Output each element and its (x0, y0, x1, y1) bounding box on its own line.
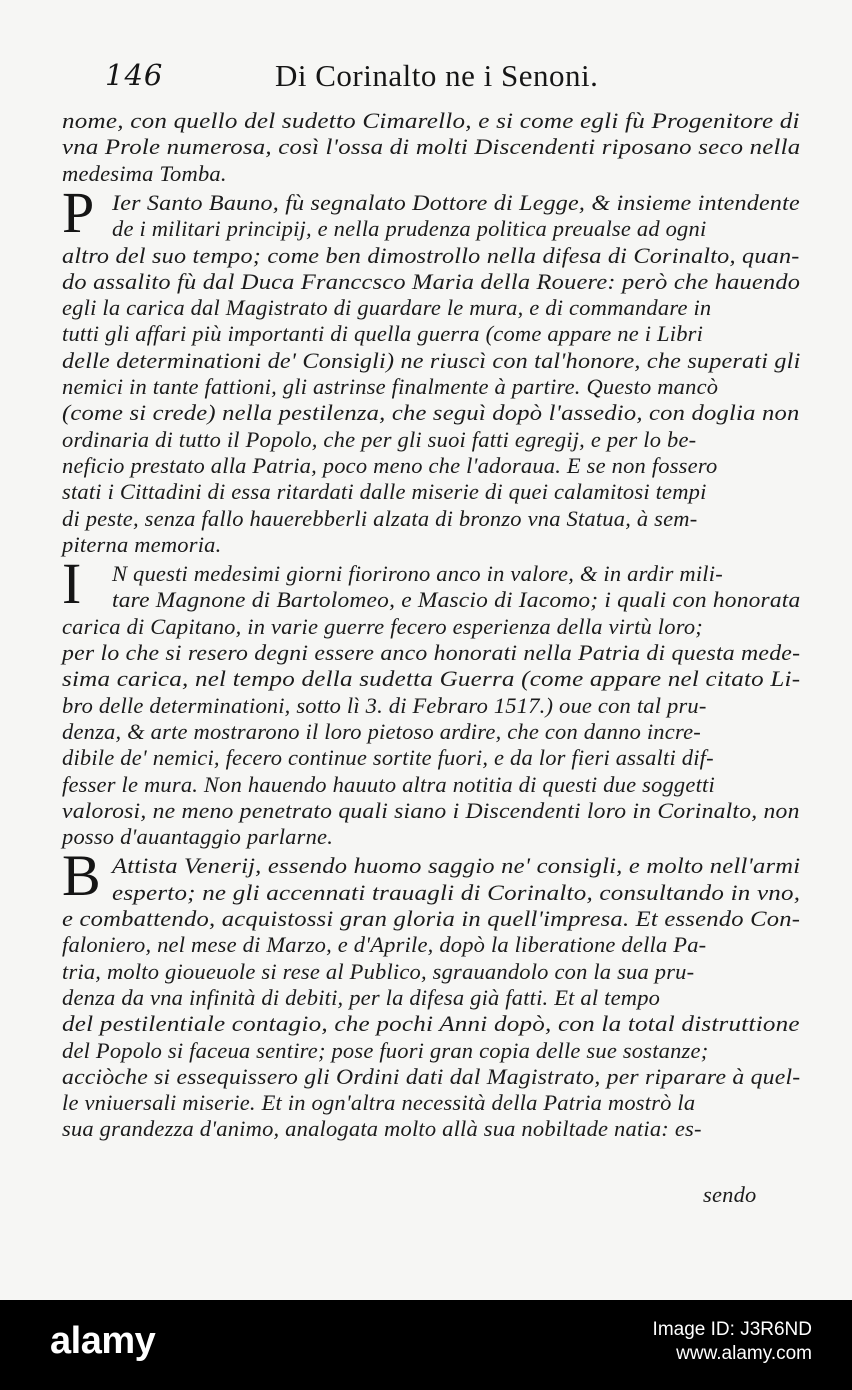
text-line: fesser le mura. Non hauendo hauuto altra notitia di questi due soggetti (62, 771, 715, 797)
text-line: sima carica, nel tempo della sudetta Guerra (come appare nel citato Li- (62, 666, 801, 692)
text-line: Attista Venerij, essendo huomo saggio ne' consigli, e molto nell'armi (112, 853, 801, 879)
text-line: piterna memoria. (62, 531, 222, 557)
text-line: del pestilentiale contagio, che pochi Anni dopò, con la total distruttione (62, 1011, 800, 1037)
text-line: delle determinationi de' Consigli) ne riuscì con tal'honore, che superati gli (62, 347, 801, 373)
text-line: carica di Capitano, in varie guerre fecero esperienza della virtù loro; (62, 613, 703, 639)
running-title: Di Corinalto ne i Senoni. (275, 58, 599, 93)
text-line: nemici in tante fattioni, gli astrinse finalmente à partire. Questo mancò (62, 374, 719, 399)
text-line: denza, & arte mostrarono il loro pietoso ardire, che con danno incre- (62, 718, 701, 744)
text-line: tare Magnone di Bartolomeo, e Mascio di Iacomo; i quali con honorata (112, 587, 801, 613)
text-line: faloniero, nel mese di Marzo, e d'Aprile, dopò la liberatione della Pa- (62, 932, 707, 958)
text-line: tutti gli affari più importanti di quella guerra (come appare ne i Libri (62, 321, 704, 347)
text-line: posso d'auantaggio parlarne. (62, 824, 334, 850)
text-line: neficio prestato alla Patria, poco meno che l'adoraua. E se non fossero (62, 452, 718, 478)
alamy-logo: alamy (50, 1320, 156, 1362)
text-line: tria, molto gioueuole si rese al Publico, sgrauandolo con la sua pru- (62, 958, 695, 984)
watermark-bar (0, 1300, 852, 1390)
drop-cap: P (62, 179, 95, 245)
text-line: ordinaria di tutto il Popolo, che per gli suoi fatti egregij, e per lo be- (62, 426, 697, 452)
text-line: Ier Santo Bauno, fù segnalato Dottore di Legge, & insieme intendente (112, 189, 800, 215)
text-line: bro delle determinationi, sotto lì 3. di Febraro 1517.) oue con tal pru- (62, 692, 707, 718)
text-line: vna Prole numerosa, così l'ossa di molti Discendenti riposano seco nella (62, 134, 801, 160)
text-line: le vniuersali miserie. Et in ogn'altra necessità della Patria mostrò la (62, 1090, 696, 1116)
text-line: do assalito fù dal Duca Franccsco Maria della Rouere: però che hauendo (62, 268, 801, 294)
catchword: sendo (703, 1182, 757, 1207)
text-line: esperto; ne gli accennati trauagli di Corinalto, consultando in vno, (112, 879, 801, 905)
text-line: medesima Tomba. (62, 160, 227, 186)
text-line: e combattendo, acquistossi gran gloria in quell'impresa. Et essendo Con- (62, 906, 801, 931)
text-line: stati i Cittadini di essa ritardati dalle miserie di quei calamitosi tempi (62, 479, 707, 505)
text-line: altro del suo tempo; come ben dimostrollo nella difesa di Corinalto, quan- (62, 242, 800, 268)
text-line: valorosi, ne meno penetrato quali siano i Discendenti loro in Corinalto, non (62, 797, 800, 823)
text-line: denza da vna infinità di debiti, per la difesa già fatti. Et al tempo (62, 984, 661, 1010)
text-line: N questi medesimi giorni fiorirono anco in valore, & in ardir mili- (112, 561, 723, 587)
text-line: di peste, senza fallo hauerebberli alzata di bronzo vna Statua, à sem- (62, 505, 698, 531)
text-line: per lo che si resero degni essere anco honorati nella Patria di questa mede- (62, 640, 801, 665)
text-line: del Popolo si faceua sentire; pose fuori gran copia delle sue sostanze; (62, 1037, 709, 1063)
text-line: (come si crede) nella pestilenza, che seguì dopò l'assedio, con doglia non (62, 400, 800, 426)
drop-cap: I (62, 551, 82, 617)
site-url: www.alamy.com (676, 1343, 812, 1364)
text-line: de i militari principij, e nella prudenza politica preualse ad ogni (112, 216, 707, 242)
text-line: sua grandezza d'animo, analogata molto allà sua nobiltade natia: es- (62, 1116, 702, 1142)
image-id-text: Image ID: J3R6ND (652, 1319, 812, 1340)
watermark-info (653, 1318, 812, 1366)
text-line: egli la carica dal Magistrato di guardare le mura, e di commandare in (62, 295, 712, 321)
page-number: 146 (105, 58, 164, 92)
text-line: dibile de' nemici, fecero continue sortite fuori, e da lor fieri assalti dif- (62, 745, 714, 771)
text-line: nome, con quello del sudetto Cimarello, e si come egli fù Progenitore di (62, 108, 800, 133)
drop-cap: B (62, 843, 101, 909)
text-line: acciòche si essequissero gli Ordini dati dal Magistrato, per riparare à quel- (62, 1063, 801, 1089)
